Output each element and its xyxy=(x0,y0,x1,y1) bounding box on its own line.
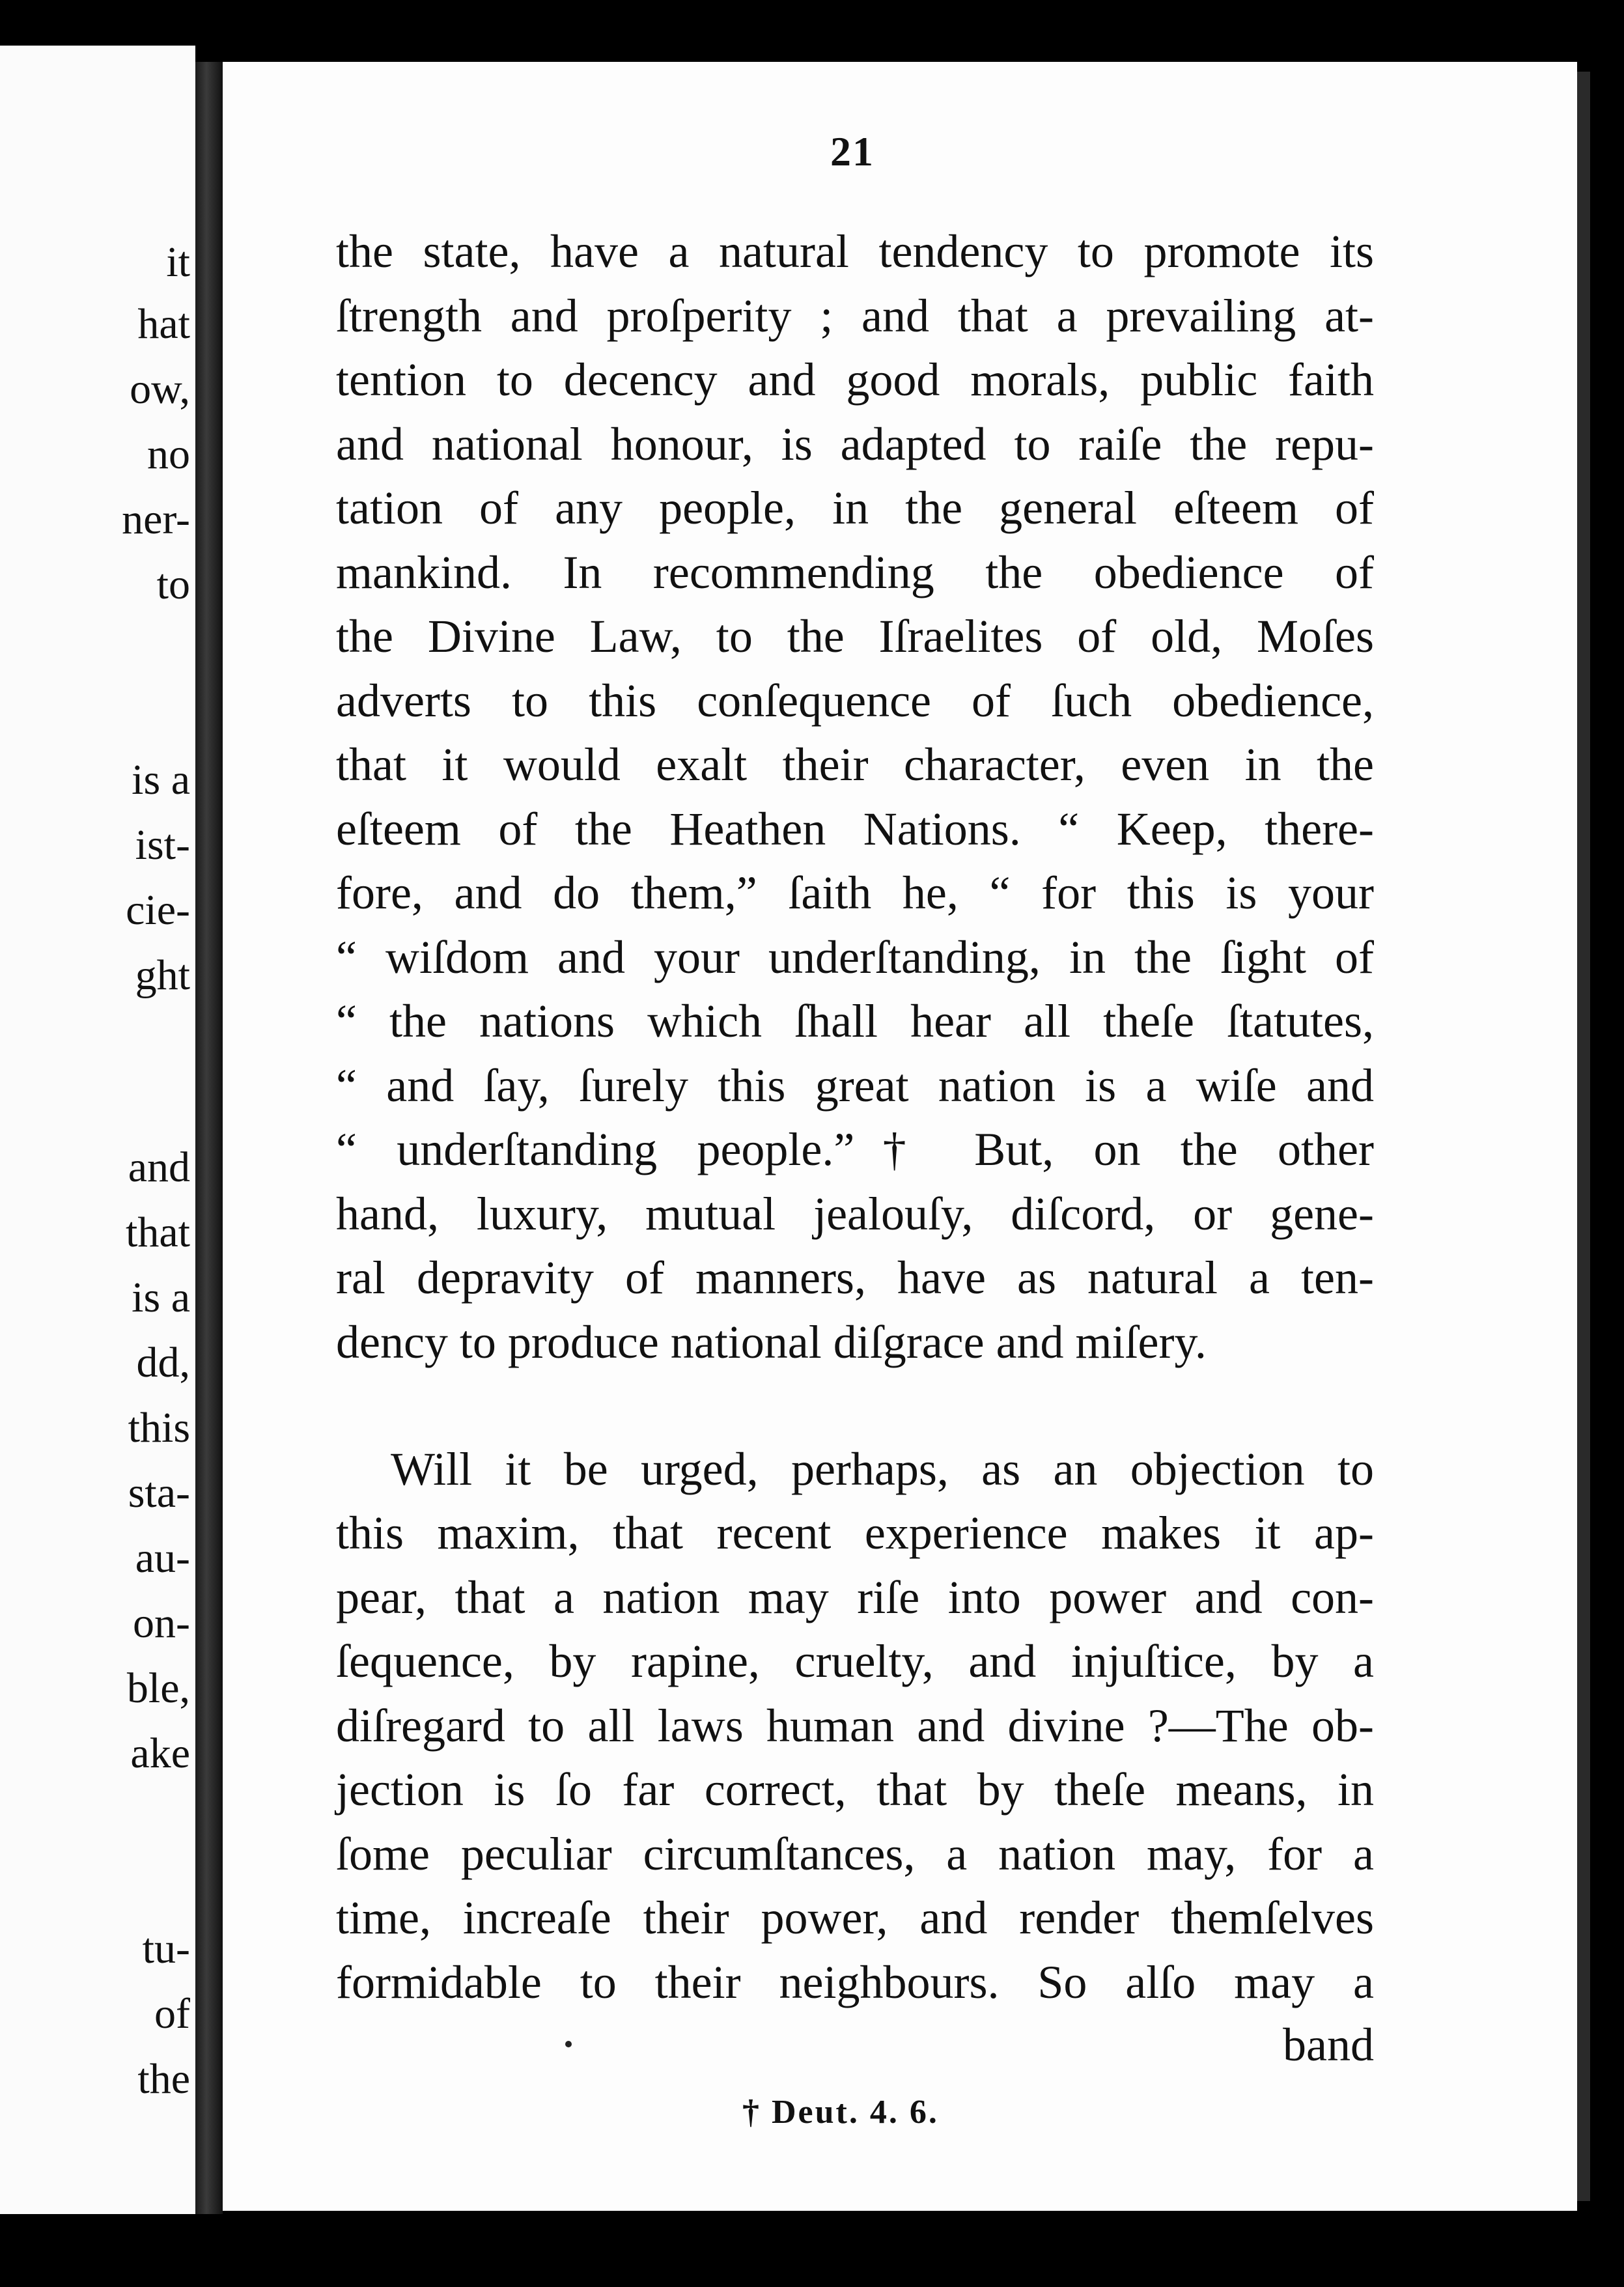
text-line: ſtrength and proſperity ; and that a prevailing at- xyxy=(336,290,1374,342)
quote-line: “ and ſay, ſurely this great nation is a wiſe and xyxy=(336,1059,1374,1112)
quote-line: “ underſtanding people.”† But, on the other xyxy=(336,1123,1374,1175)
facing-page-left xyxy=(0,46,195,2214)
text-line: jection is ſo far correct, that by theſe means, in xyxy=(336,1763,1374,1816)
text-line: pear, that a nation may riſe into power and con- xyxy=(336,1571,1374,1623)
left-fragment: and xyxy=(128,1144,190,1191)
left-fragment: of xyxy=(154,1990,190,2038)
text-line: the state, have a natural tendency to promote its xyxy=(336,225,1374,277)
left-fragment: no xyxy=(147,430,190,478)
left-fragment: on- xyxy=(133,1599,190,1647)
text-line: eſteem of the Heathen Nations. “ Keep, there- xyxy=(336,803,1374,855)
text-line: ſome peculiar circumſtances, a nation may, for a xyxy=(336,1828,1374,1880)
text-line: time, increaſe their power, and render themſelves xyxy=(336,1892,1374,1944)
text-line: tention to decency and good morals, public faith xyxy=(336,354,1374,406)
book-gutter xyxy=(195,62,223,2214)
text-line: that it would exalt their character, even in the xyxy=(336,738,1374,791)
left-fragment: ble, xyxy=(126,1664,190,1712)
left-fragment: ow, xyxy=(130,365,190,413)
left-fragment: dd, xyxy=(136,1339,190,1386)
left-fragment: ist- xyxy=(135,821,190,869)
quote-line: “ the nations which ſhall hear all theſe ſtatutes, xyxy=(336,995,1374,1047)
left-fragment: ake xyxy=(130,1730,190,1777)
left-fragment: is a xyxy=(132,1274,190,1321)
left-fragment: hat xyxy=(137,300,190,348)
left-fragment: to xyxy=(156,561,190,608)
text-line: hand, luxury, mutual jealouſy, diſcord, or gene- xyxy=(336,1188,1374,1240)
left-fragment: this xyxy=(128,1404,190,1452)
catchword: band xyxy=(1283,2019,1374,2071)
left-fragment: it xyxy=(166,238,190,286)
page-number: 21 xyxy=(830,128,875,175)
left-fragment: sta- xyxy=(128,1469,190,1517)
left-fragment: ght xyxy=(135,951,190,999)
text-line: mankind. In recommending the obedience of xyxy=(336,546,1374,598)
quote-line: “ wiſdom and your underſtanding, in the ſight of xyxy=(336,931,1374,983)
text-line: the Divine Law, to the Iſraelites of old, Moſes xyxy=(336,610,1374,662)
page-edge xyxy=(1577,72,1590,2201)
left-fragment: cie- xyxy=(126,886,190,934)
left-fragment: au- xyxy=(135,1534,190,1582)
text-line: dency to produce national diſgrace and miſery. xyxy=(336,1316,1207,1368)
text-line: ral depravity of manners, have as natural a ten- xyxy=(336,1252,1374,1304)
text-line: this maxim, that recent experience makes it ap- xyxy=(336,1507,1374,1559)
text-line: adverts to this conſequence of ſuch obedience, xyxy=(336,675,1374,727)
text-line: fore, and do them,” ſaith he, “ for this is your xyxy=(336,867,1374,919)
text-line: Will it be urged, perhaps, as an objection to xyxy=(391,1443,1374,1495)
left-fragment: the xyxy=(137,2055,190,2103)
text-line: formidable to their neighbours. So alſo may a xyxy=(336,1956,1374,2008)
text-line: ſequence, by rapine, cruelty, and injuſtice, by a xyxy=(336,1635,1374,1687)
text-line: diſregard to all laws human and divine ?—The ob- xyxy=(336,1700,1374,1752)
left-fragment: tu- xyxy=(142,1925,190,1972)
text-line: tation of any people, in the general eſteem of xyxy=(336,482,1374,534)
left-fragment: ner- xyxy=(122,496,190,543)
footnote: † Deut. 4. 6. xyxy=(742,2094,939,2131)
left-fragment: is a xyxy=(132,756,190,804)
text-line: and national honour, is adapted to raiſe the repu- xyxy=(336,418,1374,470)
left-fragment: that xyxy=(126,1209,190,1256)
